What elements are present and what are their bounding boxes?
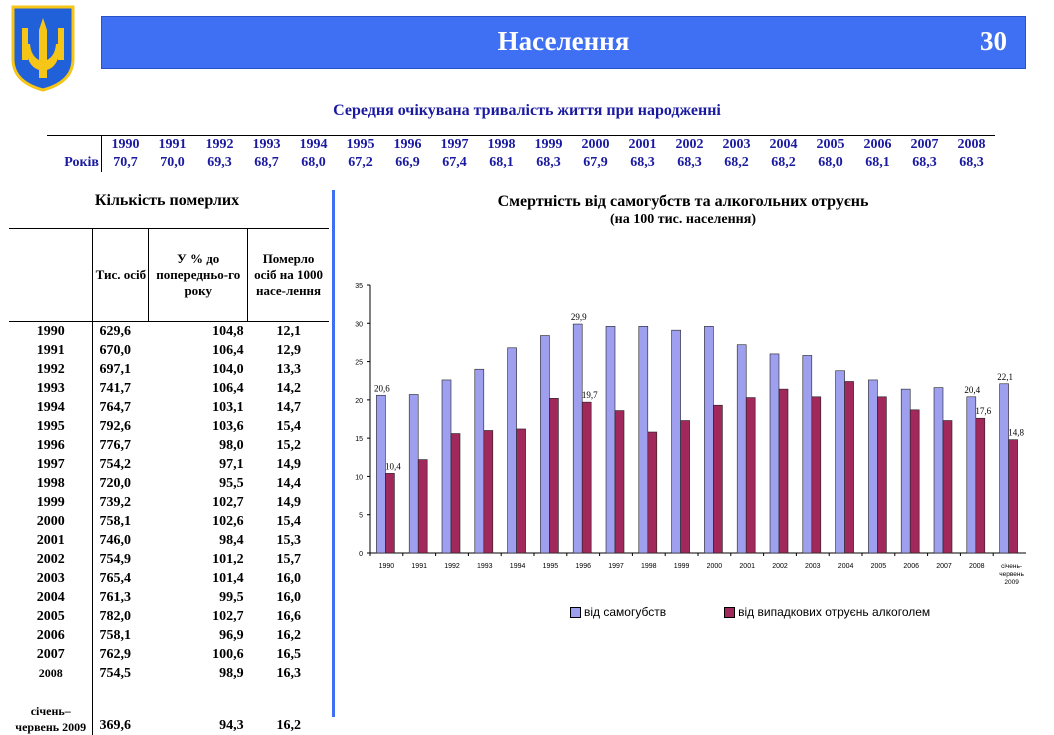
life-value: 68,3 <box>912 155 937 170</box>
bar-suicide <box>868 380 877 553</box>
bar-alcohol <box>484 430 493 553</box>
table-row <box>9 474 329 493</box>
x-tick-label: червень <box>999 571 1024 578</box>
bar-suicide <box>409 394 418 553</box>
deaths-thousands: 754,2 <box>93 455 149 474</box>
deaths-year: 1990 <box>36 324 65 339</box>
life-year: 2005 <box>807 136 854 155</box>
deaths-percent: 103,6 <box>212 419 244 434</box>
deaths-rate: 15,2 <box>276 438 301 453</box>
bar-alcohol <box>681 421 690 553</box>
deaths-table <box>9 228 329 735</box>
chart-title: Смертність від самогубств та алкогольних отруєнь <box>497 193 869 210</box>
deaths-year: 2006 <box>36 628 65 643</box>
life-year: 1992 <box>196 136 243 155</box>
deaths-year: 1999 <box>36 495 65 510</box>
deaths-rate: 13,3 <box>276 362 301 377</box>
legend-item-alcohol <box>724 605 930 619</box>
life-year: 1993 <box>243 136 290 155</box>
x-tick-label: 1998 <box>641 563 657 570</box>
bar-alcohol <box>517 429 526 553</box>
life-value: 68,7 <box>254 155 279 170</box>
bar-suicide <box>901 389 910 553</box>
x-tick-label: 2002 <box>772 563 788 570</box>
life-year: 2001 <box>619 136 666 155</box>
deaths-percent: 104,0 <box>212 362 244 377</box>
deaths-percent: 104,8 <box>212 324 244 339</box>
table-row <box>9 607 329 626</box>
legend-label-alcohol: від випадкових отруєнь алкоголем <box>738 605 931 619</box>
deaths-percent: 102,7 <box>212 495 244 510</box>
deaths-year: 1995 <box>36 419 65 434</box>
deaths-percent: 102,7 <box>212 609 244 624</box>
deaths-thousands: 776,7 <box>93 436 149 455</box>
x-tick-label: 1995 <box>542 563 559 570</box>
life-expectancy-table <box>47 135 995 172</box>
life-value: 68,3 <box>536 155 561 170</box>
deaths-percent: 97,1 <box>219 457 244 472</box>
bar-suicide <box>540 336 549 553</box>
bar-alcohol <box>582 402 591 553</box>
life-year: 2000 <box>572 136 619 155</box>
table-row <box>9 683 329 735</box>
life-value: 68,0 <box>818 155 843 170</box>
life-value: 67,2 <box>348 155 373 170</box>
x-tick-label: 2004 <box>837 563 854 570</box>
data-label: 19,7 <box>581 390 598 401</box>
y-tick-label: 0 <box>359 551 363 558</box>
table-row <box>9 664 329 683</box>
x-tick-label: 2007 <box>936 563 952 570</box>
deaths-rate: 15,3 <box>276 533 301 548</box>
bar-suicide <box>1000 384 1009 553</box>
mortality-chart <box>340 270 1040 605</box>
deaths-rate: 12,9 <box>276 343 301 358</box>
bar-suicide <box>475 369 484 553</box>
data-label: 17,6 <box>975 406 992 417</box>
y-tick-label: 20 <box>355 397 363 405</box>
deaths-rate: 14,9 <box>276 457 301 472</box>
deaths-percent: 100,6 <box>212 647 244 662</box>
bar-suicide <box>803 355 812 553</box>
bar-suicide <box>704 326 713 553</box>
bar-alcohol <box>451 434 460 553</box>
deaths-rate: 15,4 <box>276 419 301 434</box>
table-row <box>9 455 329 474</box>
bar-suicide <box>508 348 517 553</box>
table-row <box>9 588 329 607</box>
deaths-percent: 106,4 <box>212 343 244 358</box>
y-tick-label: 30 <box>355 321 363 329</box>
life-expectancy-title: Середня очікувана тривалість життя при народженні <box>333 102 721 119</box>
deaths-percent: 98,0 <box>219 438 244 453</box>
life-year: 2007 <box>901 136 948 155</box>
deaths-year: 2003 <box>36 571 65 586</box>
bar-suicide <box>770 354 779 553</box>
bar-alcohol <box>812 397 821 553</box>
y-tick-label: 5 <box>359 512 363 520</box>
bar-suicide <box>573 324 582 553</box>
deaths-thousands: 782,0 <box>93 607 149 626</box>
deaths-thousands: 720,0 <box>93 474 149 493</box>
deaths-year: 2005 <box>36 609 65 624</box>
deaths-year: 1992 <box>36 362 65 377</box>
deaths-percent: 102,6 <box>212 514 244 529</box>
x-tick-label: січень- <box>1001 563 1023 570</box>
chart-subtitle: (на 100 тис. населення) <box>610 212 756 227</box>
table-row <box>9 360 329 379</box>
col-percent: У % до попередньо-го року <box>149 229 248 322</box>
table-row <box>9 645 329 664</box>
life-year: 1994 <box>290 136 337 155</box>
life-value: 68,3 <box>630 155 655 170</box>
deaths-percent: 95,5 <box>219 476 244 491</box>
bar-suicide <box>606 326 615 553</box>
y-tick-label: 35 <box>355 283 363 290</box>
deaths-thousands: 369,6 <box>93 683 149 735</box>
deaths-year: 2004 <box>36 590 65 605</box>
bar-alcohol <box>877 397 886 553</box>
bar-alcohol <box>779 389 788 553</box>
deaths-thousands: 762,9 <box>93 645 149 664</box>
x-tick-label: 2003 <box>805 563 821 570</box>
legend-item-suicide <box>570 605 666 619</box>
table-row <box>9 626 329 645</box>
table-row <box>9 398 329 417</box>
life-value: 67,9 <box>583 155 608 170</box>
life-value: 68,1 <box>865 155 890 170</box>
x-tick-label: 1997 <box>608 563 624 570</box>
data-label: 20,6 <box>374 383 390 394</box>
data-label: 22,1 <box>997 371 1013 382</box>
x-tick-label: 2009 <box>1004 579 1019 586</box>
deaths-rate: 16,0 <box>276 590 301 605</box>
deaths-thousands: 761,3 <box>93 588 149 607</box>
y-tick-label: 15 <box>355 436 363 444</box>
deaths-year: 2008 <box>38 666 63 680</box>
bar-suicide <box>672 330 681 553</box>
deaths-year: 2002 <box>36 552 65 567</box>
life-year: 2006 <box>854 136 901 155</box>
deaths-year: 1998 <box>36 476 65 491</box>
deaths-percent: 101,2 <box>212 552 244 567</box>
deaths-percent: 99,5 <box>219 590 244 605</box>
life-year: 2008 <box>948 136 995 155</box>
x-tick-label: 1990 <box>378 563 395 570</box>
deaths-year: 1993 <box>36 381 65 396</box>
x-tick-label: 2005 <box>870 563 887 570</box>
deaths-thousands: 754,5 <box>93 664 149 683</box>
deaths-rate: 16,5 <box>276 647 301 662</box>
life-value: 68,1 <box>489 155 514 170</box>
x-tick-label: 2008 <box>969 563 985 570</box>
deaths-rate: 16,0 <box>276 571 301 586</box>
col-thousands: Тис. осіб <box>93 229 149 322</box>
page-number: 30 <box>980 26 1007 56</box>
coat-of-arms-icon <box>10 4 76 92</box>
deaths-rate: 14,9 <box>276 495 301 510</box>
legend-label-suicide: від самогубств <box>584 605 667 619</box>
deaths-percent: 106,4 <box>212 381 244 396</box>
deaths-rate: 14,4 <box>276 476 301 491</box>
bar-suicide <box>934 388 943 553</box>
deaths-percent: 94,3 <box>219 718 244 733</box>
legend-swatch-suicide <box>570 607 581 618</box>
col-rate: Померло осіб на 1000 насе-лення <box>248 229 329 322</box>
table-row <box>9 550 329 569</box>
table-row <box>9 341 329 360</box>
x-tick-label: 2006 <box>903 563 919 570</box>
life-year: 1990 <box>102 136 150 155</box>
data-label: 10,4 <box>385 461 401 472</box>
bar-alcohol <box>385 473 394 553</box>
bar-suicide <box>376 395 385 553</box>
page-title: Населення <box>497 26 630 56</box>
life-year: 2002 <box>666 136 713 155</box>
life-value: 68,3 <box>677 155 702 170</box>
x-tick-label: 1991 <box>411 563 427 570</box>
deaths-thousands: 697,1 <box>93 360 149 379</box>
life-value: 68,0 <box>301 155 326 170</box>
deaths-thousands: 765,4 <box>93 569 149 588</box>
life-value: 68,2 <box>724 155 749 170</box>
life-year: 1995 <box>337 136 384 155</box>
bar-suicide <box>836 371 845 553</box>
deaths-percent: 101,4 <box>212 571 244 586</box>
deaths-rate: 16,2 <box>276 718 301 733</box>
x-tick-label: 1994 <box>509 563 526 570</box>
deaths-rate: 15,7 <box>276 552 301 567</box>
deaths-rate: 14,2 <box>276 381 301 396</box>
bar-alcohol <box>549 398 558 553</box>
table-row <box>9 322 329 342</box>
deaths-year: 1994 <box>36 400 65 415</box>
deaths-thousands: 629,6 <box>93 322 149 342</box>
deaths-year: 1996 <box>36 438 65 453</box>
table-row <box>9 512 329 531</box>
bar-suicide <box>639 326 648 553</box>
deaths-year: 2007 <box>36 647 65 662</box>
data-label: 20,4 <box>964 384 981 395</box>
life-value: 70,0 <box>160 155 185 170</box>
deaths-title: Кількість померлих <box>94 192 240 209</box>
bar-alcohol <box>910 410 919 553</box>
deaths-thousands: 758,1 <box>93 512 149 531</box>
deaths-rate: 14,7 <box>276 400 301 415</box>
bar-alcohol <box>418 460 427 553</box>
deaths-thousands: 754,9 <box>93 550 149 569</box>
deaths-rate: 12,1 <box>276 324 301 339</box>
header-bar <box>101 16 1026 69</box>
deaths-year: 1991 <box>36 343 65 358</box>
life-year: 2003 <box>713 136 760 155</box>
legend-swatch-alcohol <box>724 607 735 618</box>
bar-alcohol <box>976 418 985 553</box>
data-label: 14,8 <box>1008 427 1024 438</box>
x-tick-label: 1999 <box>673 563 690 570</box>
deaths-percent: 98,4 <box>219 533 244 548</box>
bar-alcohol <box>746 398 755 553</box>
life-value: 67,4 <box>442 155 467 170</box>
deaths-percent: 96,9 <box>219 628 244 643</box>
bar-suicide <box>737 345 746 553</box>
x-tick-label: 2000 <box>706 563 723 570</box>
bar-alcohol <box>845 381 854 553</box>
table-row <box>9 379 329 398</box>
y-tick-label: 25 <box>355 359 363 367</box>
life-row-header: Років <box>47 154 102 172</box>
deaths-rate: 15,4 <box>276 514 301 529</box>
table-row <box>9 436 329 455</box>
deaths-percent: 103,1 <box>212 400 244 415</box>
bar-suicide <box>967 397 976 553</box>
bar-alcohol <box>1009 440 1018 553</box>
bar-alcohol <box>648 432 657 553</box>
deaths-thousands: 758,1 <box>93 626 149 645</box>
deaths-thousands: 739,2 <box>93 493 149 512</box>
bar-suicide <box>442 380 451 553</box>
deaths-rate: 16,3 <box>276 666 301 681</box>
life-year: 1998 <box>478 136 525 155</box>
deaths-thousands: 792,6 <box>93 417 149 436</box>
deaths-thousands: 741,7 <box>93 379 149 398</box>
life-year: 2004 <box>760 136 807 155</box>
table-row <box>9 531 329 550</box>
bar-alcohol <box>943 421 952 553</box>
deaths-rate: 16,6 <box>276 609 301 624</box>
x-tick-label: 1992 <box>444 563 460 570</box>
x-tick-label: 1996 <box>575 563 591 570</box>
life-value: 68,3 <box>959 155 984 170</box>
life-year: 1997 <box>431 136 478 155</box>
deaths-year: 2000 <box>36 514 65 529</box>
life-value: 68,2 <box>771 155 796 170</box>
y-tick-label: 10 <box>355 474 363 482</box>
chart-legend <box>570 605 930 619</box>
life-value: 69,3 <box>207 155 232 170</box>
life-year: 1991 <box>149 136 196 155</box>
table-row <box>9 493 329 512</box>
deaths-rate: 16,2 <box>276 628 301 643</box>
deaths-year: 2001 <box>36 533 65 548</box>
x-tick-label: 1993 <box>477 563 493 570</box>
deaths-thousands: 764,7 <box>93 398 149 417</box>
column-divider <box>332 190 335 717</box>
bar-alcohol <box>615 411 624 553</box>
table-row <box>9 569 329 588</box>
deaths-thousands: 746,0 <box>93 531 149 550</box>
x-tick-label: 2001 <box>739 563 755 570</box>
life-value: 70,7 <box>113 155 138 170</box>
table-row <box>9 417 329 436</box>
bar-alcohol <box>713 405 722 553</box>
deaths-year: січень–червень 2009 <box>15 704 87 734</box>
life-year: 1996 <box>384 136 431 155</box>
deaths-percent: 98,9 <box>219 666 244 681</box>
data-label: 29,9 <box>570 312 587 323</box>
deaths-year: 1997 <box>36 457 65 472</box>
life-value: 66,9 <box>395 155 420 170</box>
deaths-thousands: 670,0 <box>93 341 149 360</box>
life-year: 1999 <box>525 136 572 155</box>
